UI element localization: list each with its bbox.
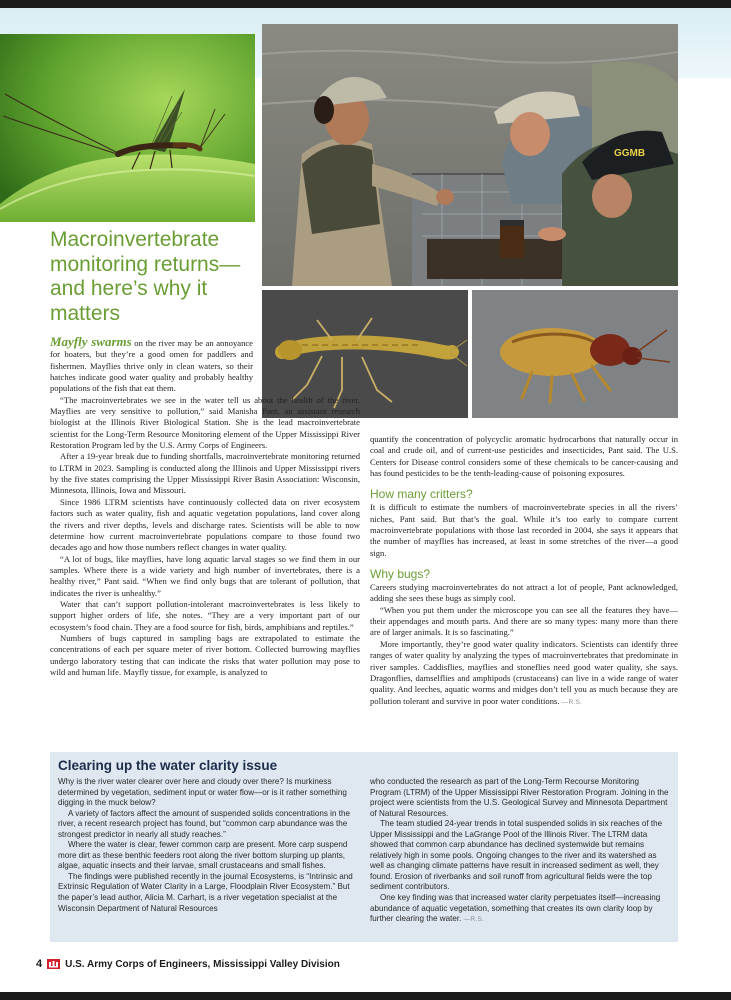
sidebar-paragraph-4: The findings were published recently in the journal Ecosystems, is “Intrinsic and Extrinsic Regulation of Water Clarity in a Large, Floodplain River Ecosystem.” But the paper’s lead author, Alicia M. Carhart, is a river vegetation specialist at the Wisconsin Department of Natural Resources <box>58 871 353 913</box>
beetle-specimen-photo <box>472 290 678 418</box>
page-number: 4 <box>36 958 43 970</box>
bottom-border <box>0 992 731 1000</box>
sidebar-paragraph-3: Where the water is clear, fewer common carp are present. More carp suspend more dirt as these benthic feeders root along the river bottom slurping up plants, algae, aquatic insects and their larvae, small crustaceans and small fishes. <box>58 840 348 871</box>
article-paragraph-11: “When you put them under the microscope you can see all the features they have—their appendages and mouth parts. And there are so many types: many more than there are of larger animals. It is so fascinating.” <box>370 604 678 638</box>
article-paragraph-6: Water that can’t support pollution-intolerant macroinvertebrates is less likely to support higher orders of life, she notes. “They are a very important part of our ecosystem’s food chain. They are a food source for fish, birds, amphibians and reptiles.” <box>50 598 360 632</box>
page-footer <box>36 958 340 970</box>
field-team-photo <box>262 24 678 286</box>
paragraph-12-text: More importantly, they’re good water quality indicators. Scientists can identify three ranges of water quality by analyzing the types of macroinvertebrates that predominate in river samples. Caddisflies, mayflies and stoneflies need good water quality, she says. Dragonflies, damselflies and amphipods (crustaceans) can live in a wide range of water quality. And leeches, aquatic worms and midges don’t tell you as much because they are pollution tolerant and survive in poor water conditions. <box>370 638 678 706</box>
field-team-illustration <box>262 24 678 286</box>
sidebar-signoff: —R.S. <box>463 916 485 924</box>
article-paragraph-12 <box>370 639 678 708</box>
mayfly-illustration <box>0 34 255 222</box>
article-paragraph-4: Since 1986 LTRM scientists have continuously collected data on river ecosystem factors such as water quality, fish and aquatic vegetation populations, land cover along the rivers and river depths, levels and discharge rates. Scientists will be able to now determine how current macroinvertebrate populations compare to those found two decades ago and how those numbers reflect changes in water quality. <box>50 496 360 553</box>
publication-name: U.S. Army Corps of Engineers, Mississippi Valley Division <box>65 958 340 970</box>
sidebar-column-right <box>370 777 670 926</box>
sidebar-paragraph-6: The team studied 24-year trends in total suspended solids in six reaches of the Upper Mississippi and the LaGrange Pool of the Illinois River. The LTRM data showed that common carp abundance has declined systemwide but remains relatively high in some pools. Ongoing changes to the river and its watershed as well as changing climate patterns have result in increased sediment as well, they found. Erosion of riverbanks and soil runoff from agricultural fields were the top sediment contributors. <box>370 819 663 892</box>
lead-in: Mayfly swarms <box>50 334 132 349</box>
mayfly-photo <box>0 34 255 222</box>
subhead-why-bugs: Why bugs? <box>370 567 431 582</box>
article-signoff: —R.S. <box>561 698 583 706</box>
sidebar-paragraph-7-text: One key finding was that increased water clarity perpetuates itself—increasing abundance of aquatic vegetation, something that creates its own clarity loop by further clearing the water. <box>370 893 661 924</box>
sidebar-paragraph-2: A variety of factors affect the amount of suspended solids concentrations in the river, a recent research project has found, but “common carp abundance was the strongest predictor in nearly all study reaches.” <box>58 808 350 839</box>
article-paragraph-8: quantify the concentration of polycyclic aromatic hydrocarbons that naturally occur in coal and crude oil, and of current-use pesticides and insecticides, Pant said. The U.S. Centers for Disease control considers some of these chemicals to be cancer-causing and has found pesticides to be the tenth-leading-cause of poisoning exposures. <box>370 434 678 479</box>
top-border <box>0 0 731 8</box>
article-paragraph-10: Careers studying macroinvertebrates do not attract a lot of people, Pant acknowledged, adding she sees these bugs as simply cool. <box>370 582 678 604</box>
sidebar-paragraph-1: Why is the river water clearer over here and cloudy over there? Is murkiness determined by vegetation, sediment input or water flow—or is it rather something digging in the muck below? <box>58 777 347 808</box>
paragraph-1-text: on the river may be an annoyance for boaters, but they’re a good omen for paddlers and fishermen. Mayflies thrive only in clean waters, so their hatches indicate good water quality and probably healthy populations of the fish that eat them. <box>50 338 253 394</box>
sidebar-title: Clearing up the water clarity issue <box>58 758 278 773</box>
cap-lettering: GGMB <box>614 148 646 159</box>
article-paragraph-3: After a 19-year break due to funding shortfalls, macroinvertebrate monitoring returned to LTRM in 2023. Sampling is conducted along the Illinois and Upper Mississippi rivers by the five states comprising the Upper Mississippi River Basin Association: Wisconsin, Minnesota, Illinois, Iowa and Missouri. <box>50 451 360 496</box>
article-paragraph-5: “A lot of bugs, like mayflies, have long aquatic larval stages so we find them in our samples. Where there is a wide variety and high number of invertebrates, there is a healthy river,” Pant said. “When we find only bugs that are tolerant of pollution, that indicates the river is unhealthy.” <box>50 553 360 598</box>
article-column-right <box>370 434 678 708</box>
sidebar-column-left <box>58 777 358 914</box>
sidebar-paragraph-5: who conducted the research as part of the Long-Term Recourse Monitoring Program (LTRM) of the Upper Mississippi River Restoration Program. Joining in the project were scientists from the U.S. Geological Survey and Minnesota Department of Natural Resources. <box>370 777 669 818</box>
sidebar-paragraph-7 <box>370 893 670 926</box>
article-paragraph-2: “The macroinvertebrates we see in the water tell us about the health of the river. Mayflies are very sensitive to pollution,” said Manisha Pant, an assistant research biologist at the Illinois River Biological Station. She is the lead macroinvertebrate scientist for the Long-Term Resource Monitoring element of the Upper Mississippi River Restoration Program led by the U.S. Army Corps of Engineers. <box>50 394 360 451</box>
article-paragraph-1 <box>50 336 253 395</box>
article-headline: Macroinvertebrate monitoring returns—and here’s why it matters <box>50 228 241 325</box>
water-clarity-sidebar <box>50 752 678 942</box>
beetle-illustration <box>472 290 678 418</box>
article-column-left <box>50 336 360 678</box>
subhead-how-many-critters: How many critters? <box>370 487 473 502</box>
article-intro-wrap <box>50 336 253 395</box>
article-paragraph-9: It is difficult to estimate the numbers of macroinvertebrate species in all the rivers’ niches, Pant said. But that’s the goal. While it’s too early to compare current macroinvertebrate populations with those last recorded in 2004, she says it appears that the number of mayflies has increased, at least in some stretches of the river—a good sign. <box>370 502 678 558</box>
usace-castle-icon <box>47 959 60 969</box>
article-paragraph-7: Numbers of bugs captured in sampling bags are extrapolated to estimate the concentrations of each per square meter of river bottom. Collected burrowing mayflies undergo laboratory testing that can indicate the risks that water pollution may pose to wild and human life. Mayfly tissue, for example, is analyzed to <box>50 632 360 677</box>
